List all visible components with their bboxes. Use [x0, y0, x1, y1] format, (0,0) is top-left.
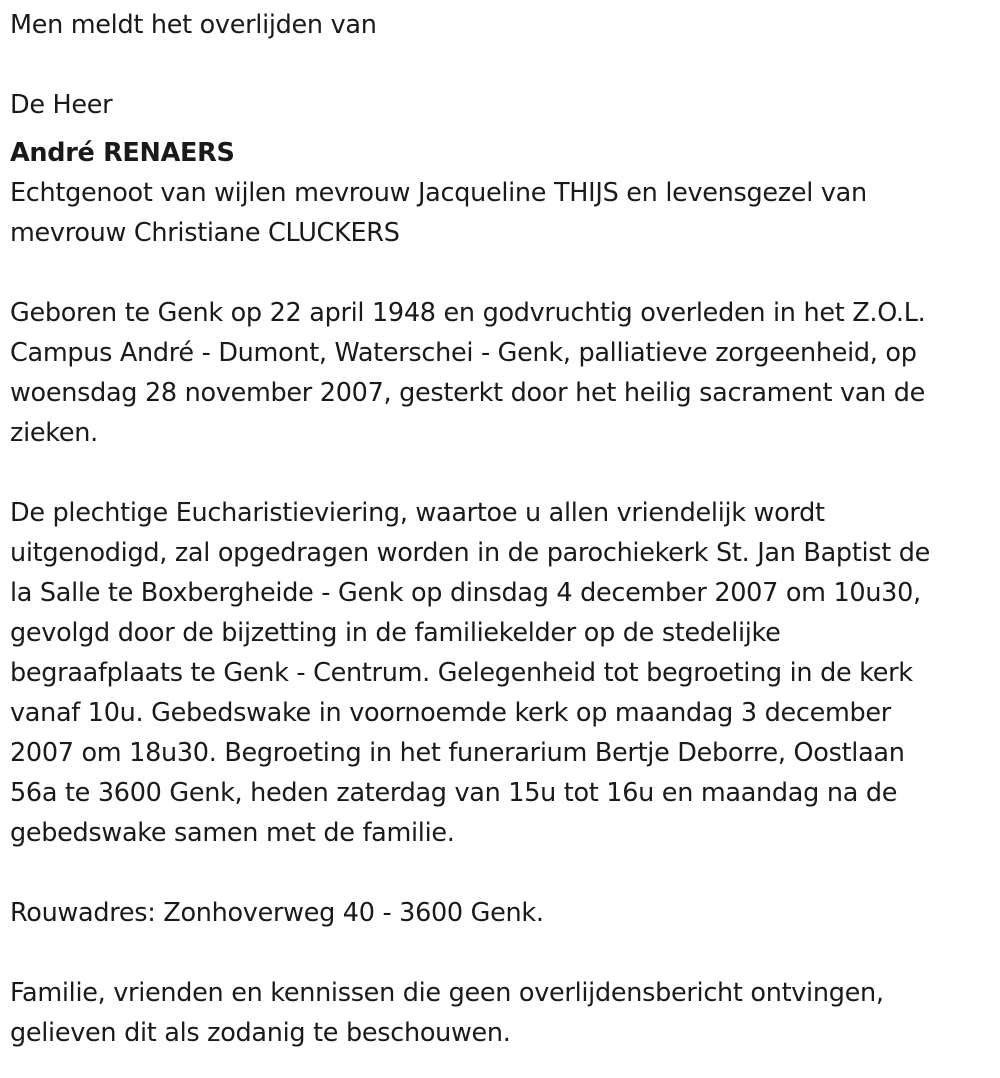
spacer — [10, 933, 995, 973]
mourning-address: Rouwadres: Zonhoverweg 40 - 3600 Genk. — [10, 898, 544, 928]
ceremony-line: begraafplaats te Genk - Centrum. Gelegenheid tot begroeting in de kerk — [10, 658, 913, 688]
spouse-paragraph — [10, 173, 995, 253]
spouse-line: mevrouw Christiane CLUCKERS — [10, 218, 400, 248]
deceased-name: André RENAERS — [10, 138, 235, 168]
birth-line: Geboren te Genk op 22 april 1948 en godvruchtig overleden in het Z.O.L. — [10, 298, 926, 328]
birth-death-paragraph — [10, 293, 995, 453]
ceremony-line: 56a te 3600 Genk, heden zaterdag van 15u tot 16u en maandag na de — [10, 778, 898, 808]
honorific: De Heer — [10, 90, 113, 120]
spacer — [10, 453, 995, 493]
closing-paragraph — [10, 973, 995, 1053]
ceremony-line: la Salle te Boxbergheide - Genk op dinsdag 4 december 2007 om 10u30, — [10, 578, 921, 608]
ceremony-line: gebedswake samen met de familie. — [10, 818, 455, 848]
ceremony-line: 2007 om 18u30. Begroeting in het funerarium Bertje Deborre, Oostlaan — [10, 738, 905, 768]
ceremony-line: De plechtige Eucharistieviering, waartoe u allen vriendelijk wordt — [10, 498, 825, 528]
intro-text: Men meldt het overlijden van — [10, 10, 377, 40]
spacer — [10, 253, 995, 293]
obituary-document — [10, 5, 995, 1053]
spacer — [10, 853, 995, 893]
spouse-line: Echtgenoot van wijlen mevrouw Jacqueline THIJS en levensgezel van — [10, 178, 867, 208]
ceremony-line: uitgenodigd, zal opgedragen worden in de parochiekerk St. Jan Baptist de — [10, 538, 931, 568]
spacer — [10, 45, 995, 85]
ceremony-paragraph — [10, 493, 995, 853]
closing-line: Familie, vrienden en kennissen die geen overlijdensbericht ontvingen, — [10, 978, 884, 1008]
ceremony-line: gevolgd door de bijzetting in de familiekelder op de stedelijke — [10, 618, 781, 648]
ceremony-line: vanaf 10u. Gebedswake in voornoemde kerk op maandag 3 december — [10, 698, 891, 728]
birth-line: Campus André - Dumont, Waterschei - Genk, palliatieve zorgeenheid, op — [10, 338, 917, 368]
closing-line: gelieven dit als zodanig te beschouwen. — [10, 1018, 511, 1048]
birth-line: woensdag 28 november 2007, gesterkt door het heilig sacrament van de — [10, 378, 926, 408]
birth-line: zieken. — [10, 418, 98, 448]
